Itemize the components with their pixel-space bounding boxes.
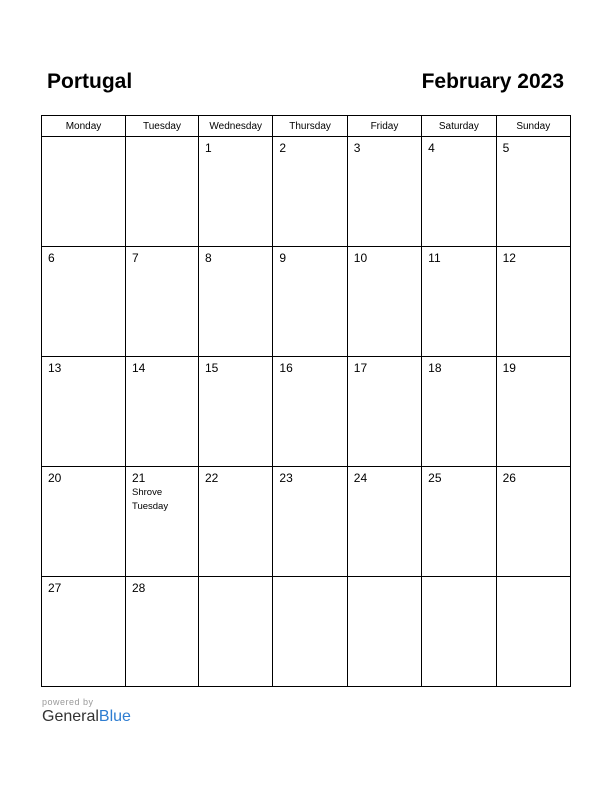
day-cell (422, 137, 496, 247)
day-number: 5 (502, 141, 510, 155)
day-number: 25 (428, 471, 442, 485)
day-number (348, 577, 421, 581)
day-number (422, 577, 495, 581)
month-title: February 2023 (421, 70, 564, 93)
holiday-label: Shrove Tuesday (132, 487, 169, 512)
day-cell (273, 247, 347, 357)
day-number: 9 (279, 251, 287, 265)
day-number: 17 (353, 361, 368, 375)
day-cell (199, 137, 273, 247)
day-cell (422, 577, 496, 687)
brand-blue-text: Blue (98, 708, 131, 725)
day-cell (199, 247, 273, 357)
day-cell (347, 247, 421, 357)
day-cell (347, 577, 421, 687)
day-number (497, 577, 570, 581)
weekday-saturday: Saturday (422, 116, 496, 137)
day-cell (199, 357, 273, 467)
day-number: 18 (428, 361, 442, 375)
day-number: 7 (132, 251, 139, 265)
week-row (42, 577, 571, 687)
day-cell (42, 577, 126, 687)
day-cell (126, 247, 199, 357)
day-number: 27 (48, 581, 62, 595)
day-number: 1 (205, 141, 212, 155)
day-number: 13 (48, 361, 62, 375)
brand-general-text: General (42, 708, 99, 725)
calendar-header (0, 0, 612, 110)
day-cell (422, 357, 496, 467)
day-number: 21 (132, 471, 146, 485)
day-number: 28 (132, 581, 146, 595)
day-number: 10 (353, 251, 368, 265)
day-cell (273, 137, 347, 247)
day-cell (347, 137, 421, 247)
day-number: 16 (279, 361, 293, 375)
day-number: 12 (502, 251, 516, 265)
weekday-tuesday: Tuesday (126, 116, 199, 137)
day-number (42, 137, 125, 141)
day-number: 6 (48, 251, 55, 265)
day-number: 4 (428, 141, 435, 155)
day-cell (422, 247, 496, 357)
day-number: 15 (205, 361, 219, 375)
week-row (42, 137, 571, 247)
day-cell (496, 247, 570, 357)
powered-by-label: powered by (42, 697, 94, 707)
day-cell (347, 357, 421, 467)
day-cell (199, 467, 273, 577)
day-cell (496, 467, 570, 577)
day-cell (42, 357, 126, 467)
day-cell (273, 577, 347, 687)
day-number: 22 (205, 471, 219, 485)
day-cell (42, 247, 126, 357)
day-cell (126, 137, 199, 247)
day-cell (273, 357, 347, 467)
day-number: 24 (353, 471, 368, 485)
footer-branding (42, 697, 131, 726)
week-row (42, 357, 571, 467)
day-cell (126, 357, 199, 467)
weekday-header-row (42, 116, 571, 137)
day-cell (42, 137, 126, 247)
day-number: 23 (279, 471, 293, 485)
week-row (42, 247, 571, 357)
weekday-friday: Friday (347, 116, 421, 137)
day-number: 19 (502, 361, 516, 375)
day-cell (422, 467, 496, 577)
calendar-grid (41, 115, 571, 687)
day-number: 14 (132, 361, 146, 375)
day-cell (496, 577, 570, 687)
day-number: 11 (428, 251, 441, 265)
day-cell (126, 467, 199, 577)
country-title: Portugal (47, 70, 133, 93)
day-cell (126, 577, 199, 687)
day-number: 26 (502, 471, 516, 485)
day-number: 20 (48, 471, 62, 485)
day-number: 8 (205, 251, 212, 265)
weekday-sunday: Sunday (496, 116, 570, 137)
week-row (42, 467, 571, 577)
day-number (126, 137, 198, 141)
day-number (199, 577, 272, 581)
day-cell (347, 467, 421, 577)
day-number: 2 (279, 141, 287, 155)
day-cell (199, 577, 273, 687)
day-number (273, 577, 346, 581)
day-cell (496, 357, 570, 467)
day-cell (42, 467, 126, 577)
calendar-body (42, 137, 571, 687)
generalblue-logo (42, 708, 131, 726)
day-number: 3 (353, 141, 361, 155)
day-cell (496, 137, 570, 247)
weekday-thursday: Thursday (273, 116, 347, 137)
weekday-wednesday: Wednesday (199, 116, 273, 137)
weekday-monday: Monday (42, 116, 126, 137)
day-cell (273, 467, 347, 577)
